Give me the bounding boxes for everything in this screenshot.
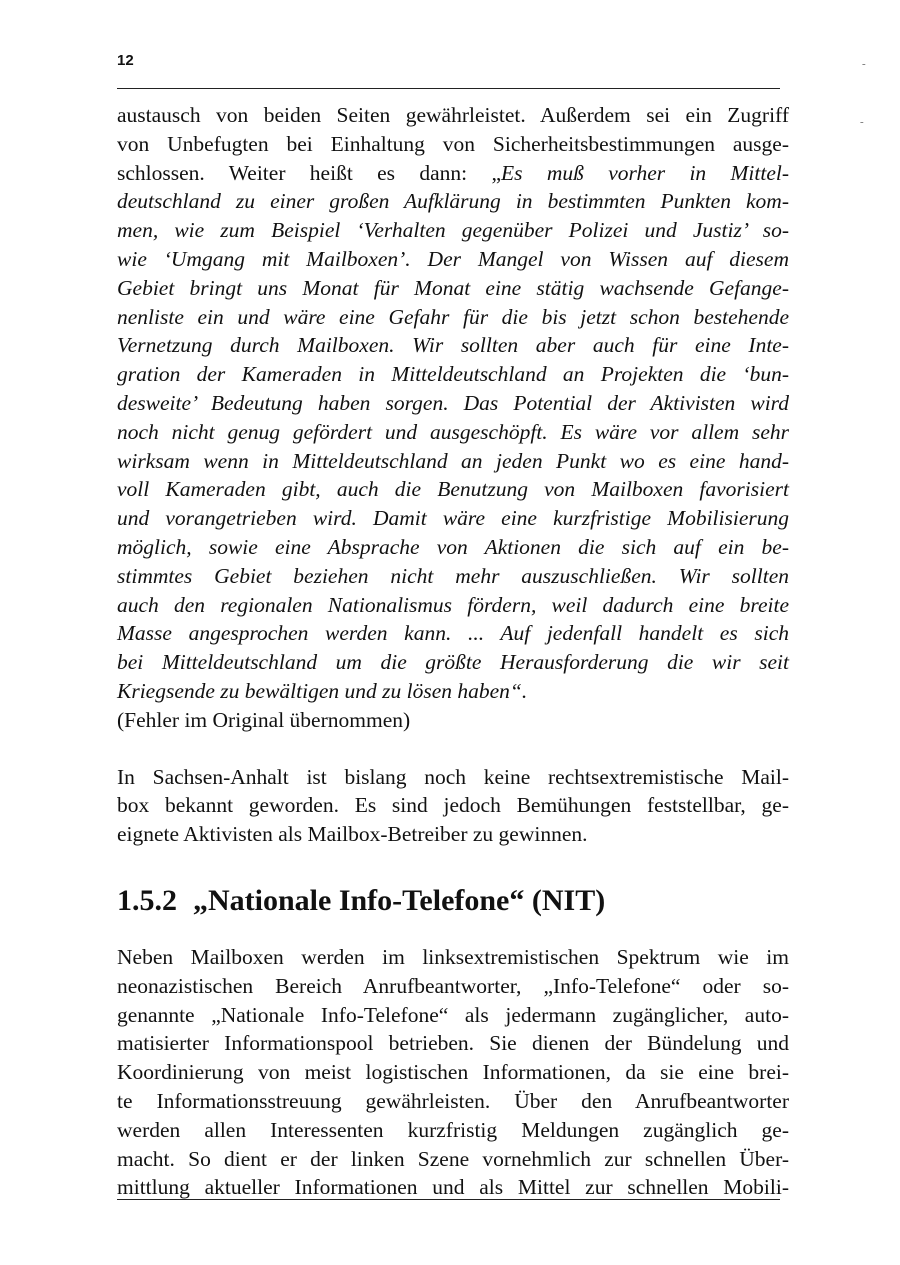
text-line: Vernetzung durch Mailboxen. Wir sollten aber auch für eine Inte- (117, 333, 789, 358)
text-line: werden allen Interessenten kurzfristig Meldungen zugänglich ge- (117, 1117, 789, 1142)
text-line: eignete Aktivisten als Mailbox-Betreiber zu gewinnen. (117, 822, 588, 847)
text-line: In Sachsen-Anhalt ist bislang noch keine rechtsextremistische Mail- (117, 764, 789, 789)
text-line: box bekannt geworden. Es sind jedoch Bemühungen feststellbar, ge- (117, 793, 789, 818)
text-line: neonazistischen Bereich Anrufbeantworter, „Info-Telefone“ oder so- (117, 973, 789, 998)
text-line: gration der Kameraden in Mitteldeutschland an Projekten die ‘bun- (117, 362, 789, 387)
text-line: desweite’ Bedeutung haben sorgen. Das Potential der Aktivisten wird (117, 390, 789, 415)
text-line: nenliste ein und wäre eine Gefahr für die bis jetzt schon bestehende (117, 304, 789, 329)
text-line: genannte „Nationale Info-Telefone“ als jedermann zugänglicher, auto- (117, 1002, 789, 1027)
page-number: 12 (117, 52, 134, 69)
text-line: wie ‘Umgang mit Mailboxen’. Der Mangel von Wissen auf diesem (117, 246, 789, 271)
scan-mark: - (862, 58, 866, 70)
paragraph-gap (117, 735, 789, 763)
text-line: te Informationsstreuung gewährleisten. Über den Anrufbeantworter (117, 1088, 789, 1113)
text-line: stimmtes Gebiet beziehen nicht mehr auszuschließen. Wir sollten (117, 563, 789, 588)
text-line: Neben Mailboxen werden im linksextremistischen Spektrum wie im (117, 944, 789, 969)
text-line: möglich, sowie eine Absprache von Aktionen die sich auf ein be- (117, 534, 789, 559)
text-line: matisierter Informationspool betrieben. Sie dienen der Bündelung und (117, 1031, 789, 1056)
section-heading (117, 883, 789, 919)
text-line: und vorangetrieben wird. Damit wäre eine kurzfristige Mobilisierung (117, 506, 789, 531)
editorial-note: (Fehler im Original übernommen) (117, 707, 411, 732)
text-line: auch den regionalen Nationalismus fördern, weil dadurch eine breite (117, 592, 789, 617)
text-line: austausch von beiden Seiten gewährleistet. Außerdem sei ein Zugriff (117, 103, 789, 127)
text-line: deutschland zu einer großen Aufklärung in bestimmten Punkten kom- (117, 189, 789, 214)
text-line: Masse angesprochen werden kann. ... Auf jedenfall handelt es sich (117, 621, 789, 646)
text-line: mittlung aktueller Informationen und als Mittel zur schnellen Mobili- (117, 1175, 789, 1200)
text-line: voll Kameraden gibt, auch die Benutzung von Mailboxen favorisiert (117, 477, 789, 502)
text-line: wirksam wenn in Mitteldeutschland an jeden Punkt wo es eine hand- (117, 448, 789, 473)
text-line: bei Mitteldeutschland um die größte Herausforderung die wir seit (117, 650, 789, 675)
text-line: schlossen. Weiter heißt es dann: „Es muß vorher in Mittel- (117, 160, 790, 185)
text-line: men, wie zum Beispiel ‘Verhalten gegenüber Polizei und Justiz’ so- (117, 218, 789, 243)
text-line: von Unbefugten bei Einhaltung von Sicherheitsbestimmungen ausge- (117, 131, 789, 156)
paragraph-sachsen-anhalt (117, 763, 789, 849)
section-number: 1.5.2 (117, 883, 177, 917)
footer-rule (117, 1199, 780, 1200)
text-line: Koordinierung von meist logistischen Informationen, da sie eine brei- (117, 1060, 789, 1085)
header-rule (117, 88, 780, 89)
text-line: Kriegsende zu bewältigen und zu lösen haben“. (117, 678, 528, 703)
paragraph-gap (117, 849, 789, 877)
text-line: macht. So dient er der linken Szene vornehmlich zur schnellen Über- (117, 1146, 789, 1171)
quote-paragraph (117, 101, 789, 735)
text-line: Gebiet bringt uns Monat für Monat eine stätig wachsende Gefange- (117, 275, 789, 300)
page-content (117, 101, 789, 1202)
paragraph-nit (117, 943, 789, 1202)
scan-mark: - (860, 116, 864, 128)
text-line: noch nicht genug gefördert und ausgeschöpft. Es wäre vor allem sehr (117, 419, 789, 444)
section-title: „Nationale Info-Telefone“ (NIT) (193, 883, 606, 917)
